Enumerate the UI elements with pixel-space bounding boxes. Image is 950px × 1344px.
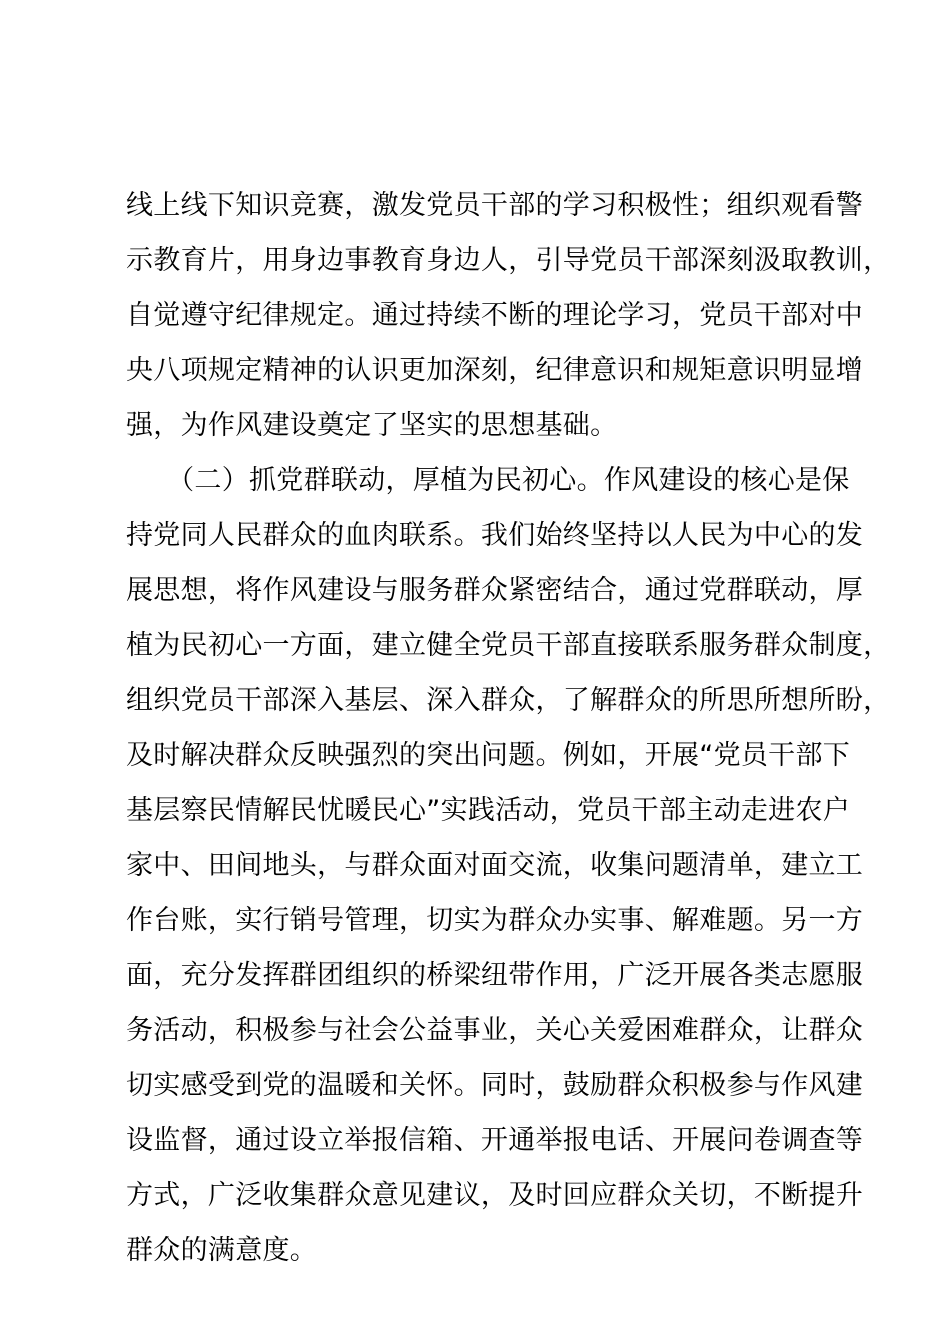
text-line: 展思想，将作风建设与服务群众紧密结合，通过党群联动，厚 [126, 575, 864, 606]
text-line: 作台账，实行销号管理，切实为群众办实事、解难题。另一方 [126, 905, 864, 936]
text-line: 及时解决群众反映强烈的突出问题。例如，开展“党员干部下 [126, 740, 851, 771]
text-line: 方式，广泛收集群众意见建议，及时回应群众关切，不断提升 [126, 1180, 864, 1211]
text-line: 面，充分发挥群团组织的桥梁纽带作用，广泛开展各类志愿服 [126, 960, 864, 991]
text-line: 切实感受到党的温暖和关怀。同时，鼓励群众积极参与作风建 [126, 1070, 864, 1101]
text-line: 家中、田间地头，与群众面对面交流，收集问题清单，建立工 [126, 850, 864, 881]
document-body [126, 178, 891, 1278]
text-line: 央八项规定精神的认识更加深刻，纪律意识和规矩意识明显增 [126, 355, 864, 386]
text-line: 组织党员干部深入基层、深入群众，了解群众的所思所想所盼， [126, 685, 891, 716]
text-line: 设监督，通过设立举报信箱、开通举报电话、开展问卷调查等 [126, 1125, 864, 1156]
text-line: 强，为作风建设奠定了坚实的思想基础。 [126, 410, 618, 441]
section-heading-line: （二）抓党群联动，厚植为民初心。作风建设的核心是保 [126, 465, 850, 496]
text-line: 示教育片，用身边事教育身边人，引导党员干部深刻汲取教训， [126, 245, 891, 276]
text-line: 群众的满意度。 [126, 1235, 318, 1266]
text-line: 务活动，积极参与社会公益事业，关心关爱困难群众，让群众 [126, 1015, 864, 1046]
text-line: 植为民初心一方面，建立健全党员干部直接联系服务群众制度， [126, 630, 891, 661]
text-line: 基层察民情解民忧暖民心”实践活动，党员干部主动走进农户 [126, 795, 851, 826]
text-line: 持党同人民群众的血肉联系。我们始终坚持以人民为中心的发 [126, 520, 864, 551]
text-line: 线上线下知识竞赛，激发党员干部的学习积极性；组织观看警 [126, 190, 864, 221]
text-line: 自觉遵守纪律规定。通过持续不断的理论学习，党员干部对中 [126, 300, 864, 331]
